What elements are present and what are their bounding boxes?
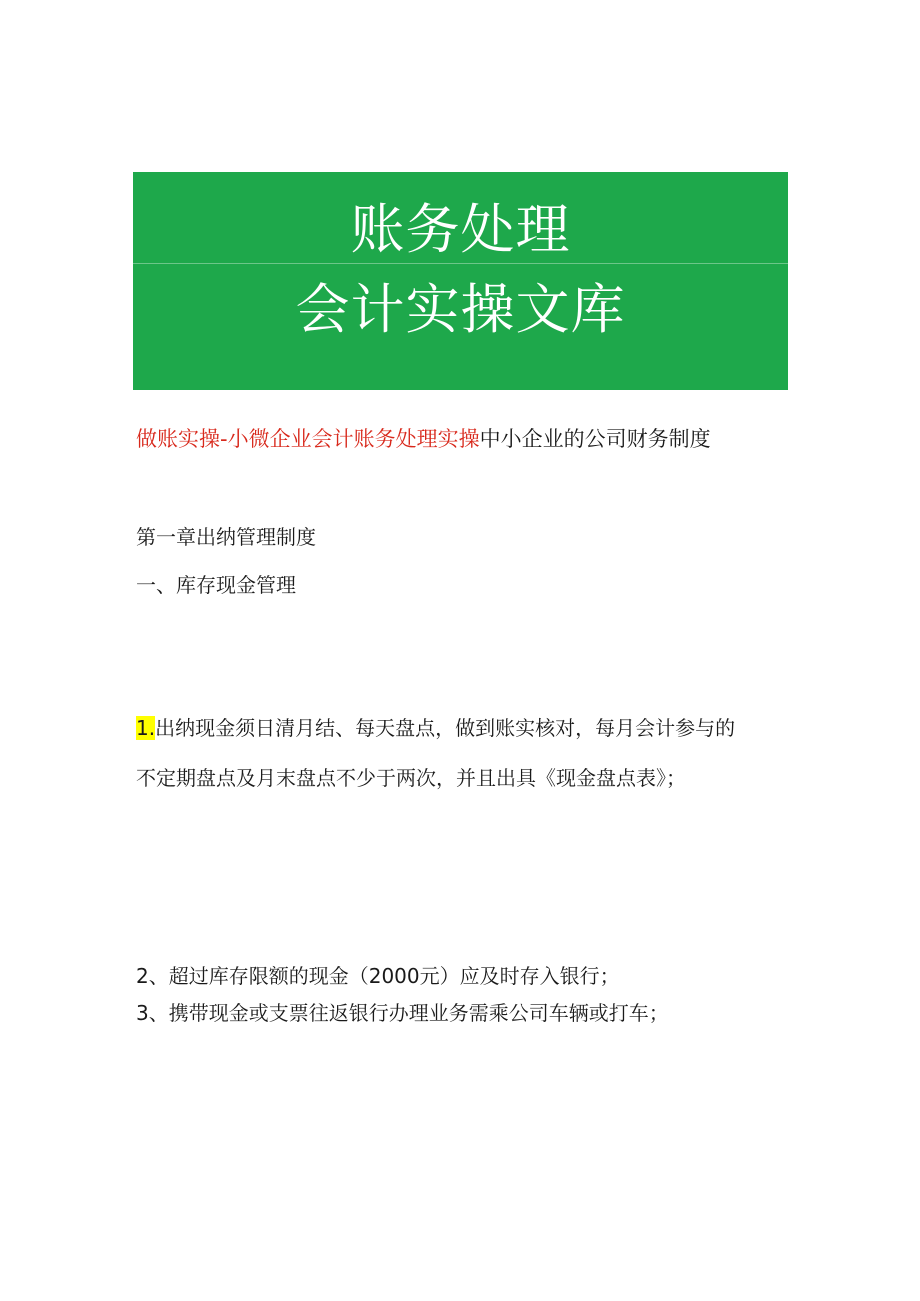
list-item-2: 2、超过库存限额的现金（2000元）应及时存入银行；	[136, 964, 620, 988]
item-number-highlight: 1.	[136, 716, 156, 740]
item-1-text-line1: 出纳现金须日清月结、每天盘点，做到账实核对，每月会计参与的	[155, 716, 736, 740]
list-item-3: 3、携带现金或支票往返银行办理业务需乘公司车辆或打车；	[136, 1001, 669, 1025]
chapter-heading: 第一章出纳管理制度	[136, 525, 316, 549]
title-banner	[133, 172, 788, 390]
list-item-1-line2: 不定期盘点及月末盘点不少于两次，并且出具《现金盘点表》；	[136, 766, 686, 790]
banner-divider	[133, 263, 788, 264]
banner-title-line1: 账务处理	[350, 198, 571, 261]
list-item-1-line1	[136, 714, 735, 742]
banner-title-line2: 会计实操文库	[295, 278, 626, 341]
document-title	[136, 425, 711, 453]
document-title-red: 做账实操-小微企业会计账务处理实操	[136, 427, 480, 451]
document-title-black: 中小企业的公司财务制度	[479, 427, 711, 451]
section-heading: 一、库存现金管理	[136, 573, 296, 597]
